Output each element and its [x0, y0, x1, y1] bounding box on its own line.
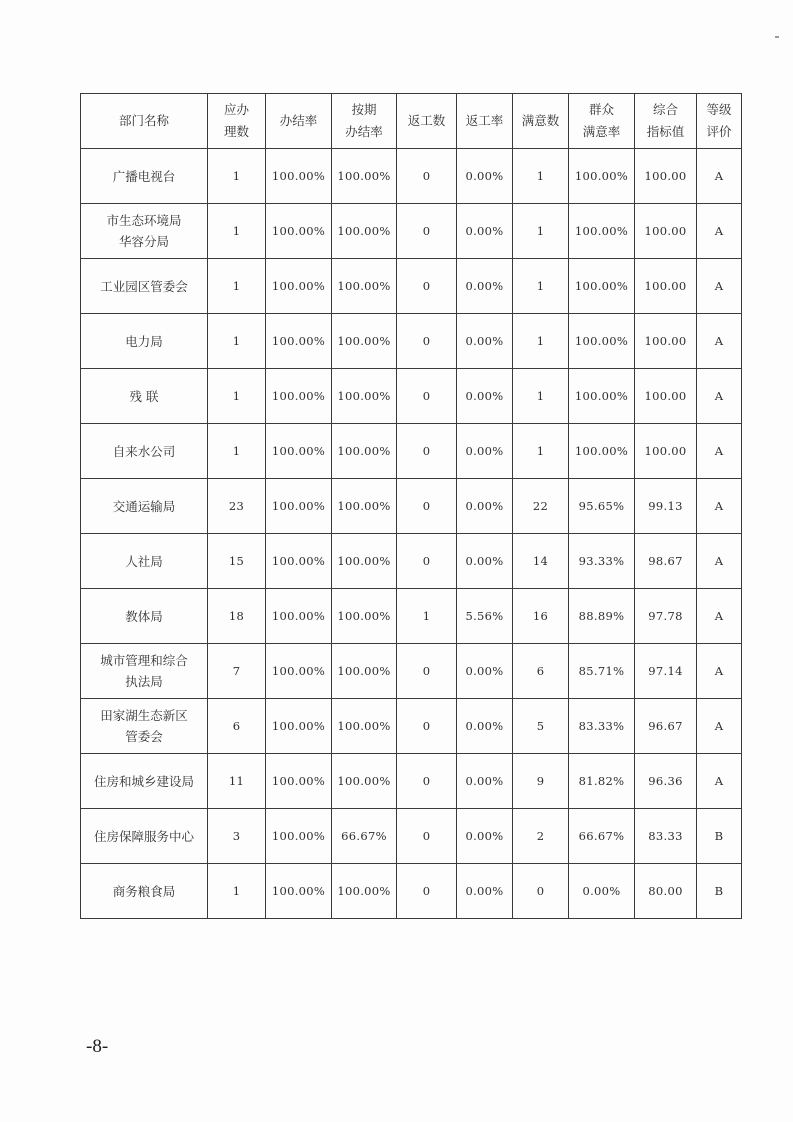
department-name-cell [81, 259, 208, 314]
due-cell: 1 [208, 259, 266, 314]
done-rate-cell: 100.00% [266, 149, 332, 204]
index-cell: 100.00 [635, 314, 697, 369]
rework-cell: 0 [397, 754, 457, 809]
rework-cell: 0 [397, 424, 457, 479]
grade-cell: A [697, 479, 742, 534]
table-row [81, 754, 742, 809]
table-row [81, 644, 742, 699]
rework-rate-cell: 0.00% [457, 149, 513, 204]
grade-cell: A [697, 314, 742, 369]
done-rate-cell: 100.00% [266, 809, 332, 864]
ontime-rate-cell: 100.00% [332, 589, 397, 644]
department-name-cell [81, 369, 208, 424]
department-name-cell [81, 314, 208, 369]
rework-cell: 0 [397, 259, 457, 314]
public-satisfaction-cell: 100.00% [569, 259, 635, 314]
department-name-text: 田家湖生态新区 [100, 708, 188, 723]
column-header-text: 理数 [223, 124, 249, 139]
rework-rate-cell: 0.00% [457, 259, 513, 314]
table-row [81, 259, 742, 314]
table-row [81, 369, 742, 424]
public-satisfaction-cell: 100.00% [569, 149, 635, 204]
due-cell: 1 [208, 204, 266, 259]
table-row [81, 149, 742, 204]
due-cell: 1 [208, 314, 266, 369]
index-cell: 100.00 [635, 204, 697, 259]
rework-rate-cell: 0.00% [457, 534, 513, 589]
ontime-rate-cell: 100.00% [332, 204, 397, 259]
due-cell: 1 [208, 369, 266, 424]
rework-cell: 0 [397, 699, 457, 754]
table-row [81, 589, 742, 644]
rework-rate-cell: 5.56% [457, 589, 513, 644]
column-header-text: 返工率 [465, 113, 504, 128]
department-name-cell [81, 699, 208, 754]
column-header-satisfied [513, 94, 569, 149]
ontime-rate-cell: 100.00% [332, 644, 397, 699]
satisfied-cell: 14 [513, 534, 569, 589]
public-satisfaction-cell: 88.89% [569, 589, 635, 644]
department-name-cell [81, 644, 208, 699]
ontime-rate-cell: 100.00% [332, 259, 397, 314]
due-cell: 1 [208, 864, 266, 919]
column-header-done-rate [266, 94, 332, 149]
department-name-cell [81, 754, 208, 809]
table-row [81, 809, 742, 864]
table-row [81, 864, 742, 919]
done-rate-cell: 100.00% [266, 259, 332, 314]
grade-cell: A [697, 589, 742, 644]
index-cell: 80.00 [635, 864, 697, 919]
table-row [81, 204, 742, 259]
satisfied-cell: 5 [513, 699, 569, 754]
ontime-rate-cell: 100.00% [332, 479, 397, 534]
satisfied-cell: 0 [513, 864, 569, 919]
department-name-text: 人社局 [125, 553, 163, 569]
index-cell: 83.33 [635, 809, 697, 864]
done-rate-cell: 100.00% [266, 754, 332, 809]
public-satisfaction-cell: 83.33% [569, 699, 635, 754]
column-header-text: 按期 [351, 102, 377, 117]
column-header-text: 群众 [588, 102, 614, 117]
column-header-text: 满意率 [582, 124, 621, 139]
grade-cell: A [697, 259, 742, 314]
ontime-rate-cell: 100.00% [332, 314, 397, 369]
done-rate-cell: 100.00% [266, 864, 332, 919]
rework-rate-cell: 0.00% [457, 369, 513, 424]
satisfied-cell: 22 [513, 479, 569, 534]
grade-cell: A [697, 754, 742, 809]
rework-cell: 0 [397, 369, 457, 424]
column-header-text: 评价 [706, 124, 732, 139]
index-cell: 97.78 [635, 589, 697, 644]
public-satisfaction-cell: 85.71% [569, 644, 635, 699]
column-header-grade [697, 94, 742, 149]
rework-rate-cell: 0.00% [457, 864, 513, 919]
column-header-text: 部门名称 [118, 113, 169, 128]
table-row [81, 699, 742, 754]
department-name-cell [81, 149, 208, 204]
rework-rate-cell: 0.00% [457, 644, 513, 699]
department-name-text: 商务粮食局 [112, 883, 176, 899]
department-name-cell [81, 424, 208, 479]
due-cell: 15 [208, 534, 266, 589]
department-name-text: 广播电视台 [112, 168, 176, 184]
table-row [81, 534, 742, 589]
grade-cell: A [697, 534, 742, 589]
column-header-due [208, 94, 266, 149]
public-satisfaction-cell: 66.67% [569, 809, 635, 864]
ontime-rate-cell: 100.00% [332, 864, 397, 919]
public-satisfaction-cell: 81.82% [569, 754, 635, 809]
done-rate-cell: 100.00% [266, 204, 332, 259]
department-name-cell [81, 589, 208, 644]
index-cell: 100.00 [635, 149, 697, 204]
department-name-text: 执法局 [125, 674, 163, 689]
column-header-rework-rate [457, 94, 513, 149]
ontime-rate-cell: 100.00% [332, 534, 397, 589]
rework-cell: 0 [397, 864, 457, 919]
done-rate-cell: 100.00% [266, 314, 332, 369]
column-header-text: 办结率 [279, 113, 318, 128]
column-header-text: 指标值 [646, 124, 685, 139]
department-name-text: 教体局 [125, 608, 163, 624]
column-header-public-satisfaction [569, 94, 635, 149]
department-name-cell [81, 534, 208, 589]
department-name-text: 市生态环境局 [106, 213, 182, 228]
rework-cell: 0 [397, 644, 457, 699]
column-header-text: 返工数 [407, 113, 446, 128]
public-satisfaction-cell: 95.65% [569, 479, 635, 534]
table-body [81, 149, 742, 919]
index-cell: 99.13 [635, 479, 697, 534]
due-cell: 7 [208, 644, 266, 699]
index-cell: 97.14 [635, 644, 697, 699]
department-name-text: 残 联 [129, 388, 159, 404]
column-header-rework [397, 94, 457, 149]
rework-cell: 0 [397, 534, 457, 589]
satisfied-cell: 1 [513, 424, 569, 479]
column-header-text: 等级 [706, 102, 732, 117]
column-header-text: 满意数 [521, 113, 560, 128]
rework-rate-cell: 0.00% [457, 754, 513, 809]
due-cell: 1 [208, 424, 266, 479]
due-cell: 23 [208, 479, 266, 534]
index-cell: 96.67 [635, 699, 697, 754]
due-cell: 3 [208, 809, 266, 864]
satisfied-cell: 16 [513, 589, 569, 644]
department-name-cell [81, 864, 208, 919]
column-header-text: 办结率 [345, 124, 383, 139]
ontime-rate-cell: 100.00% [332, 754, 397, 809]
satisfied-cell: 1 [513, 314, 569, 369]
rework-cell: 0 [397, 204, 457, 259]
ontime-rate-cell: 100.00% [332, 369, 397, 424]
rework-rate-cell: 0.00% [457, 699, 513, 754]
column-header-index [635, 94, 697, 149]
column-header-text: 综合 [652, 102, 678, 117]
satisfied-cell: 1 [513, 369, 569, 424]
column-header-text: 应办 [223, 102, 249, 117]
public-satisfaction-cell: 100.00% [569, 204, 635, 259]
department-name-text: 交通运输局 [112, 498, 176, 514]
public-satisfaction-cell: 93.33% [569, 534, 635, 589]
public-satisfaction-cell: 100.00% [569, 424, 635, 479]
due-cell: 18 [208, 589, 266, 644]
department-name-text: 住房保障服务中心 [93, 828, 194, 844]
rework-rate-cell: 0.00% [457, 809, 513, 864]
department-name-cell [81, 479, 208, 534]
rework-cell: 1 [397, 589, 457, 644]
table-header-row [81, 94, 742, 149]
grade-cell: B [697, 809, 742, 864]
ontime-rate-cell: 100.00% [332, 424, 397, 479]
department-name-text: 管委会 [125, 729, 163, 744]
public-satisfaction-cell: 100.00% [569, 369, 635, 424]
grade-cell: A [697, 204, 742, 259]
evaluation-table [80, 93, 742, 919]
public-satisfaction-cell: 0.00% [569, 864, 635, 919]
index-cell: 98.67 [635, 534, 697, 589]
table-row [81, 424, 742, 479]
grade-cell: A [697, 149, 742, 204]
satisfied-cell: 2 [513, 809, 569, 864]
department-name-cell [81, 204, 208, 259]
rework-cell: 0 [397, 479, 457, 534]
grade-cell: A [697, 644, 742, 699]
index-cell: 96.36 [635, 754, 697, 809]
satisfied-cell: 1 [513, 149, 569, 204]
grade-cell: B [697, 864, 742, 919]
done-rate-cell: 100.00% [266, 589, 332, 644]
satisfied-cell: 9 [513, 754, 569, 809]
department-name-text: 工业园区管委会 [100, 278, 188, 294]
ontime-rate-cell: 100.00% [332, 149, 397, 204]
due-cell: 1 [208, 149, 266, 204]
index-cell: 100.00 [635, 259, 697, 314]
public-satisfaction-cell: 100.00% [569, 314, 635, 369]
department-name-text: 华容分局 [118, 234, 169, 249]
department-name-text: 城市管理和综合 [100, 653, 188, 668]
scan-mark [775, 36, 779, 38]
due-cell: 11 [208, 754, 266, 809]
ontime-rate-cell: 66.67% [332, 809, 397, 864]
done-rate-cell: 100.00% [266, 369, 332, 424]
rework-cell: 0 [397, 314, 457, 369]
rework-rate-cell: 0.00% [457, 479, 513, 534]
due-cell: 6 [208, 699, 266, 754]
department-name-text: 电力局 [125, 333, 163, 349]
ontime-rate-cell: 100.00% [332, 699, 397, 754]
grade-cell: A [697, 424, 742, 479]
department-name-text: 住房和城乡建设局 [93, 773, 194, 789]
done-rate-cell: 100.00% [266, 699, 332, 754]
done-rate-cell: 100.00% [266, 644, 332, 699]
page-number: -8- [86, 1036, 109, 1057]
index-cell: 100.00 [635, 424, 697, 479]
rework-rate-cell: 0.00% [457, 424, 513, 479]
done-rate-cell: 100.00% [266, 534, 332, 589]
satisfied-cell: 6 [513, 644, 569, 699]
table-row [81, 314, 742, 369]
satisfied-cell: 1 [513, 204, 569, 259]
table-row [81, 479, 742, 534]
satisfied-cell: 1 [513, 259, 569, 314]
rework-cell: 0 [397, 809, 457, 864]
grade-cell: A [697, 369, 742, 424]
column-header-dept [81, 94, 208, 149]
rework-rate-cell: 0.00% [457, 204, 513, 259]
done-rate-cell: 100.00% [266, 479, 332, 534]
done-rate-cell: 100.00% [266, 424, 332, 479]
rework-cell: 0 [397, 149, 457, 204]
grade-cell: A [697, 699, 742, 754]
rework-rate-cell: 0.00% [457, 314, 513, 369]
department-name-cell [81, 809, 208, 864]
column-header-ontime-rate [332, 94, 397, 149]
department-name-text: 自来水公司 [112, 443, 176, 459]
index-cell: 100.00 [635, 369, 697, 424]
